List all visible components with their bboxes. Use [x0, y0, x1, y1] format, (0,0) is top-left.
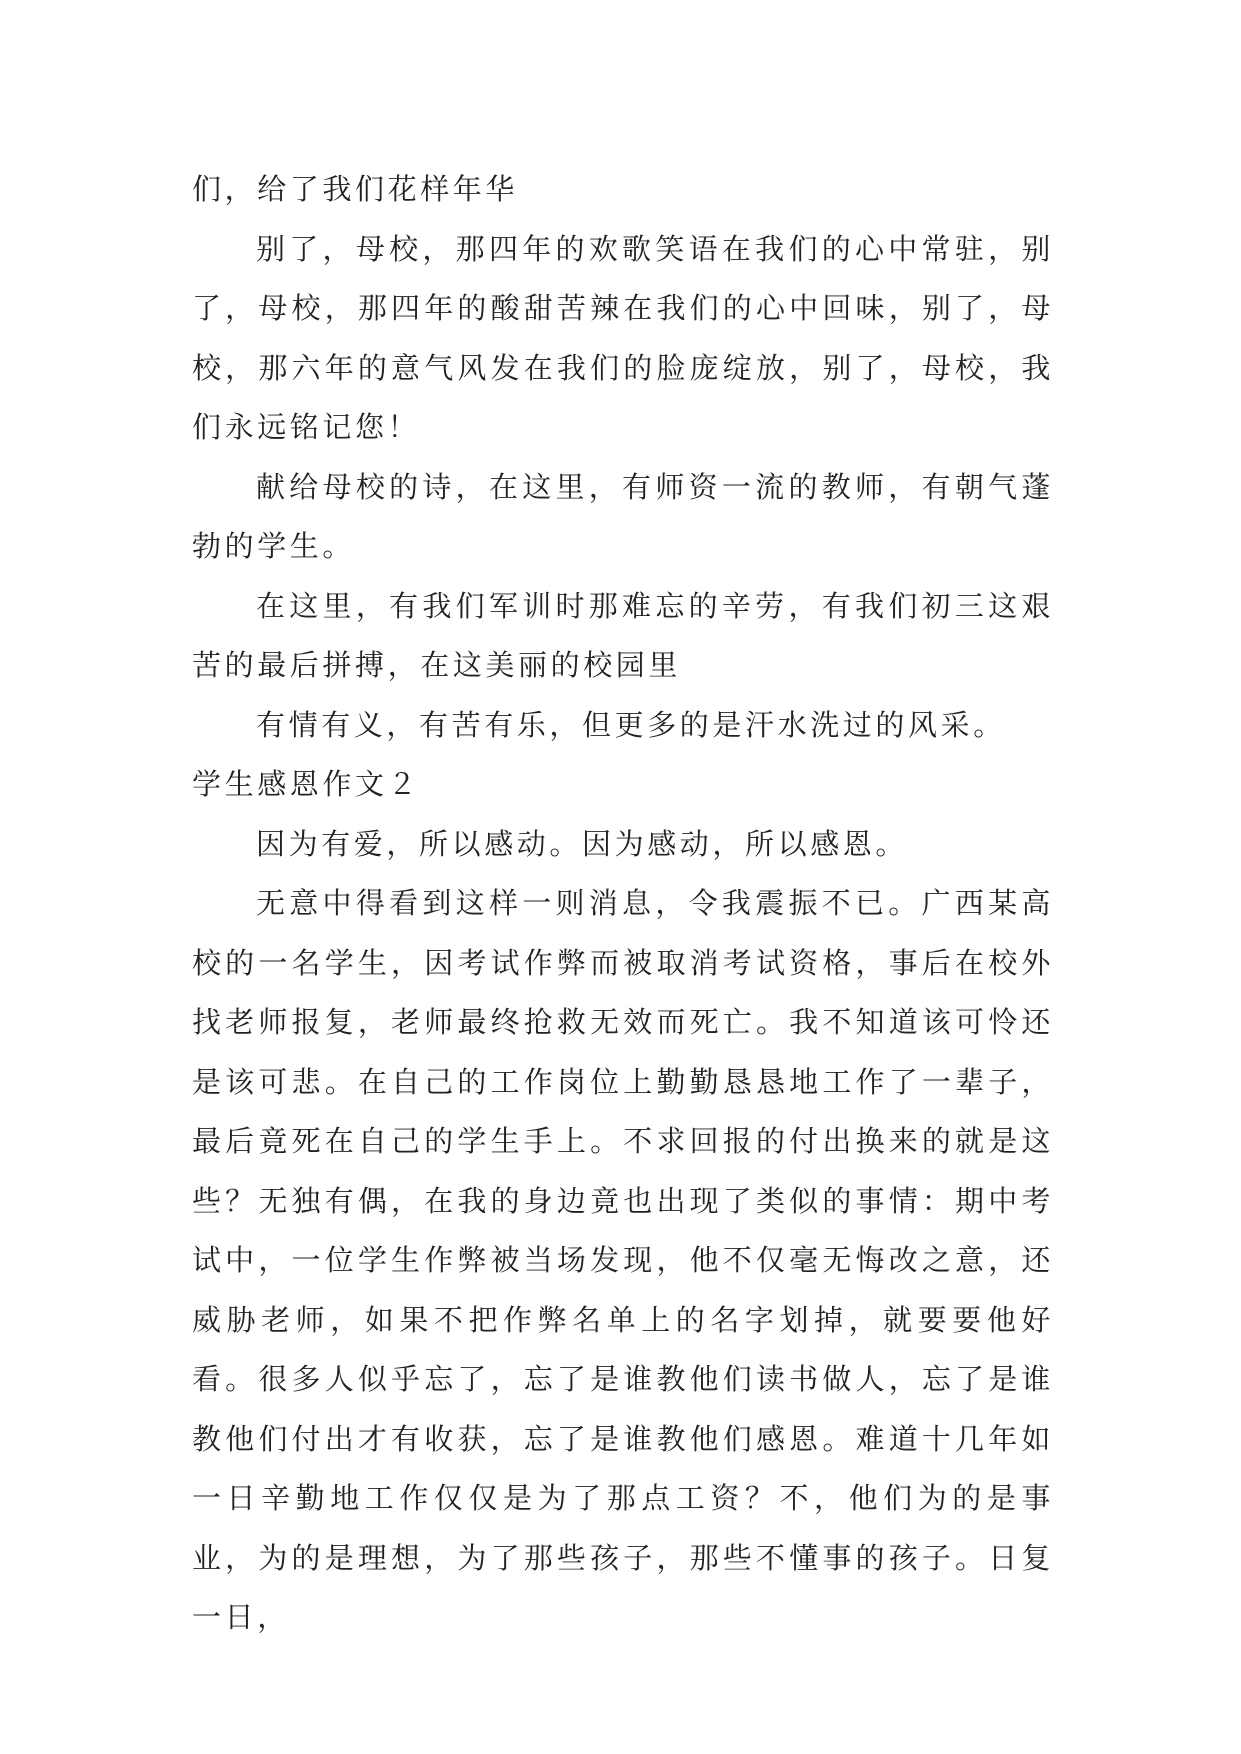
- paragraph-emotion: 有情有义，有苦有乐，但更多的是汗水洗过的风采。: [256, 707, 1006, 742]
- paragraph-training: 在这里，有我们军训时那难忘的辛劳，有我们初三这艰苦的最后拼搏，在这美丽的校园里: [192, 588, 1054, 682]
- paragraph-gratitude-intro: 因为有爱，所以感动。因为感动，所以感恩。: [256, 826, 909, 861]
- paragraph-continuation: 们，给了我们花样年华: [192, 172, 519, 206]
- paragraph-farewell: 别了，母校，那四年的欢歌笑语在我们的心中常驻，别了，母校，那四年的酸甜苦辣在我们的心中回味，别了，母校，那六年的意气风发在我们的脸庞绽放，别了，母校，我们永远铭记您！: [192, 231, 1054, 444]
- paragraph-poem-intro: 献给母校的诗，在这里，有师资一流的教师，有朝气蓬勃的学生。: [192, 469, 1054, 563]
- paragraph-gratitude-story: 无意中得看到这样一则消息，令我震振不已。广西某高校的一名学生，因考试作弊而被取消考试资格，事后在校外找老师报复，老师最终抢救无效而死亡。我不知道该可怜还是该可悲。在自己的工作岗位上勤勤恳恳地工作了一辈子，最后竟死在自己的学生手上。不求回报的付出换来的就是这些？无独有偶，在我的身边竟也出现了类似的事情：期中考试中，一位学生作弊被当场发现，他不仅毫无悔改之意，还威胁老师，如果不把作弊名单上的名字划掉，就要要他好看。很多人似乎忘了，忘了是谁教他们读书做人，忘了是谁教他们付出才有收获，忘了是谁教他们感恩。难道十几年如一日辛勤地工作仅仅是为了那点工资？不，他们为的是事业，为的是理想，为了那些孩子，那些不懂事的孩子。日复一日，: [192, 886, 1054, 1634]
- section-heading: 学生感恩作文２: [192, 767, 421, 801]
- document-body: [192, 160, 1054, 1648]
